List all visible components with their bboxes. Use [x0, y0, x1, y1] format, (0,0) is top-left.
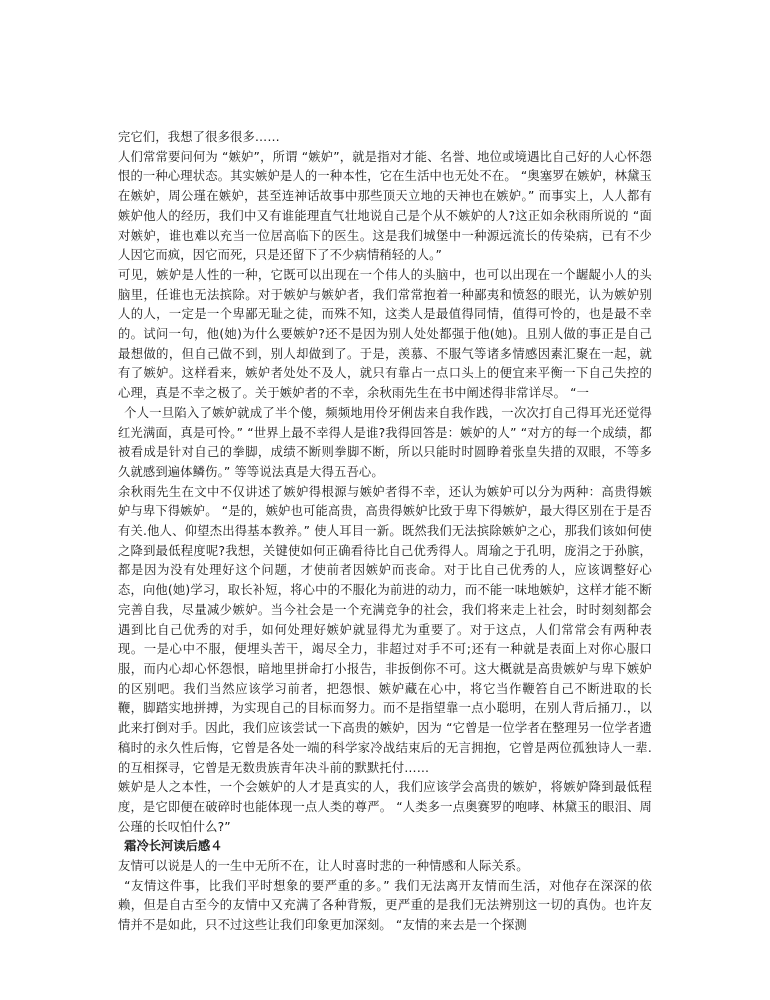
paragraph: 完它们，我想了很多很多……	[118, 130, 280, 144]
paragraph: “友情这件事，比我们平时想象的要严重的多。” 我们无法离开友情而生活，对他存在深深的依赖，但是自古至今的友情中又充满了各种背叛，更严重的是我们无法辨别这一切的真伪。也许友情并不是如此，只不过这些让我们印象更加深刻。 “友情的来去是一个探测	[118, 878, 652, 933]
paragraph: 嫉妒是人之本性，一个会嫉妒的人才是真实的人，我们应该学会高贵的嫉妒，将嫉妒降到最低程度，是它即便在破碎时也能体现一点人类的尊严。 “人类多一点奥赛罗的咆哮、林黛玉的眼泪、周公瑾的长叹怕什么?”	[118, 780, 652, 834]
section-heading: 霜冷长河读后感４	[124, 839, 223, 854]
paragraph: 友情可以说是人的一生中无所不在，让人时喜时悲的一种情感和人际关系。	[118, 859, 529, 874]
paragraph: 个人一旦陷入了嫉妒就成了半个傻，频频地用伶牙俐齿来自我作践，一次次打自己得耳光还觉得红光满面，真是可怜。” “世界上最不幸得人是谁?我得回答是：嫉妒的人” “对方的每一个成绩，都被看成是针对自己的拳脚，成绩不断则拳脚不断，所以只能时时圆睁着张皇失措的双眼，不等多久就感到遍体鳞伤。” 等等说法真是大得五吾心。	[118, 405, 652, 479]
paragraph: 余秋雨先生在文中不仅讲述了嫉妒得根源与嫉妒者得不幸，还认为嫉妒可以分为两种：高贵得嫉妒与卑下得嫉妒。 “是的，嫉妒也可能高贵，高贵得嫉妒比致于卑下得嫉妒，最大得区别在于是否有关.他人、仰望杰出得基本教养。” 使人耳目一新。既然我们无法摈除嫉妒之心，那我们该如何使之降到最低程度呢?我想，关键使如何正确看待比自己优秀得人。周瑜之于孔明，庞涓之于孙膑，都是因为没有处理好这个问题，才使前者因嫉妒而丧命。对于比自己优秀的人，应该调整好心态，向他(她)学习，取长补短，将心中的不服化为前进的动力，而不能一味地嫉妒，这样才能不断完善自我，尽量减少嫉妒。当今社会是一个充满竞争的社会，我们将来走上社会，时时刻刻都会遇到比自己优秀的对手，如何处理好嫉妒就显得尤为重要了。对于这点，人们常常会有两种表现。一是心中不服，便埋头苦干，竭尽全力，非超过对手不可;还有一种就是表面上对你心服口服，而内心却心怀怨恨，暗地里拼命打小报告，非扳倒你不可。这大概就是高贵嫉妒与卑下嫉妒的区别吧。我们当然应该学习前者，把怨恨、嫉妒藏在心中，将它当作鞭笞自己不断进取的长鞭，脚踏实地拼搏，为实现自己的目标而努力。而不是指望靠一点小聪明，在别人背后捅刀.，以此来打倒对手。因此，我们应该尝试一下高贵的嫉妒，因为 “它曾是一位学者在整理另一位学者遗稿时的永久性后悔，它曾是各处一端的科学家冷战结束后的无言拥抱，它曾是两位孤独诗人一辈.的互相探寻，它曾是无数贵族青年决斗前的默默托付……	[118, 484, 652, 775]
document-body	[118, 128, 652, 936]
paragraph: 人们常常要问何为 “嫉妒”，所谓 “嫉妒”，就是指对才能、名誉、地位或境遇比自己好的人心怀怨恨的一种心理状态。其实嫉妒是人的一种本性，它在生活中也无处不在。 “奥塞罗在嫉妒，林黛玉在嫉妒，周公瑾在嫉妒，甚至连神话故事中那些顶天立地的天神也在嫉妒。” 而事实上，人人都有嫉妒他人的经历，我们中又有谁能理直气壮地说自己是个从不嫉妒的人?这正如余秋雨所说的 “面对嫉妒，谁也难以充当一位居高临下的医生。这是我们城堡中一种源远流长的传染病，已有不少人因它而疯，因它而死，只是还留下了不少病情稍轻的人。”	[118, 149, 652, 263]
paragraph: 可见，嫉妒是人性的一种，它既可以出现在一个伟人的头脑中，也可以出现在一个龌龊小人的头脑里，任谁也无法摈除。对于嫉妒与嫉妒者，我们常常抱着一种鄙夷和愤怒的眼光，认为嫉妒别人的人，一定是一个卑鄙无耻之徒，而殊不知，这类人是最值得同情，值得可怜的，也是最不幸的。试问一句，他(她)为什么要嫉妒?还不是因为别人处处都强于他(她)。且别人做的事正是自己最想做的，但自己做不到，别人却做到了。于是，羡慕、不服气等诸多情感因素汇聚在一起，就有了嫉妒。这样看来，嫉妒者处处不及人，就只有靠占一点口头上的便宜来平衡一下自己失控的心理，真是不幸之极了。关于嫉妒者的不幸，余秋雨先生在书中阐述得非常详尽。 “一	[118, 267, 652, 401]
